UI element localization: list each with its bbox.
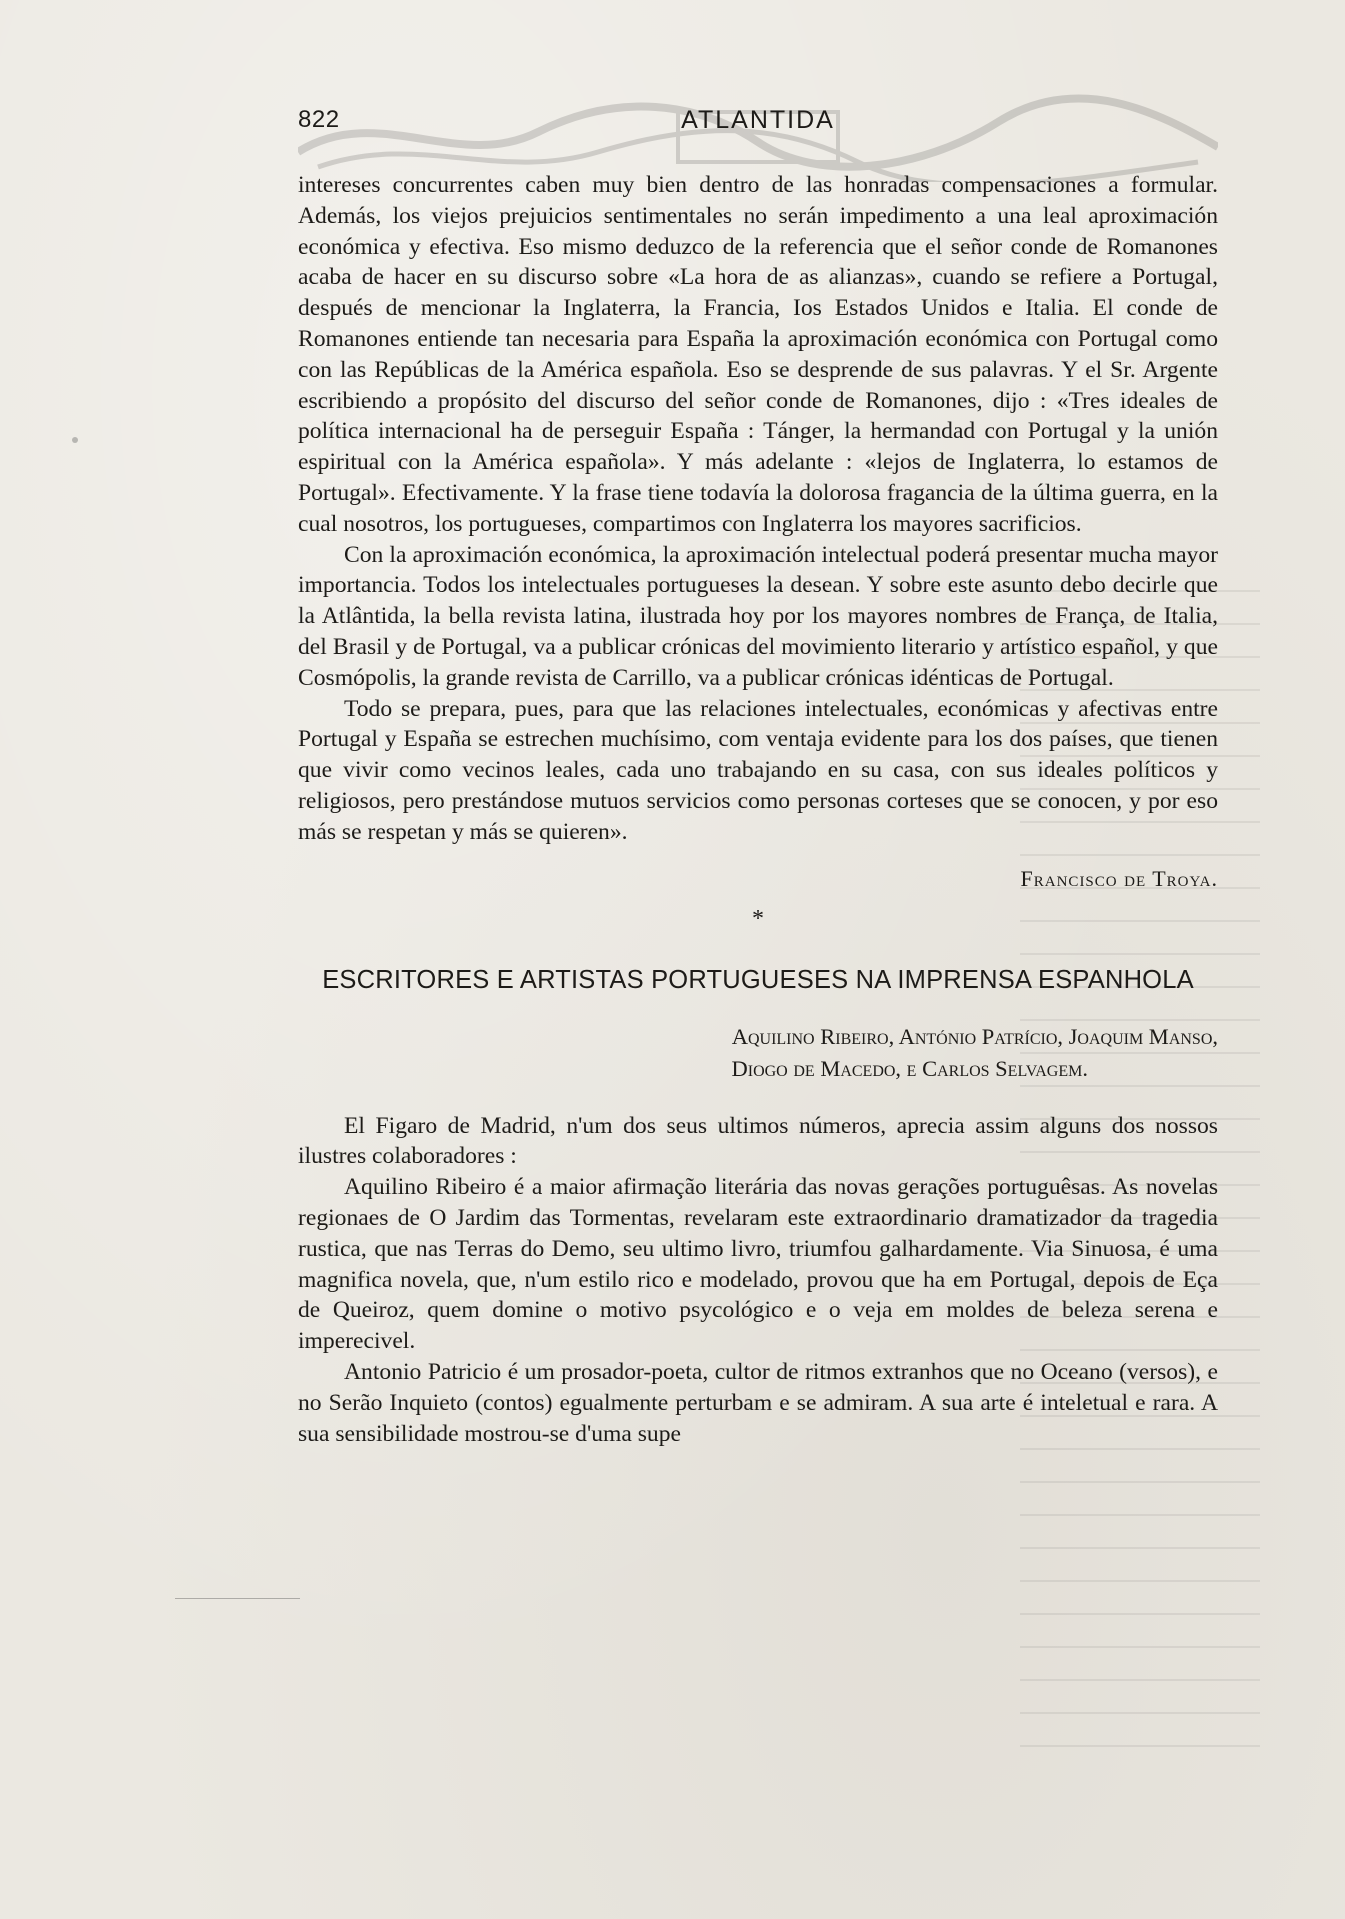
byline-line: Aquilino Ribeiro, António Patrício, Joaquim Manso,: [731, 1023, 1218, 1049]
paragraph: Aquilino Ribeiro é a maior afirmação literária das novas gerações portuguêsas. As novelas regionaes de O Jardim das Tormentas, revelaram este extraordinario dramatizador da tragedia rustica, que nas Terras do Demo, seu ultimo livro, triumfou galhardamente. Via Sinuosa, é uma magnifica novela, que, n'um estilo rico e modelado, provou que ha em Portugal, depois de Eça de Queiroz, quem domine o motivo psycológico e o veja em moldes de beleza serena e imperecivel.: [298, 1174, 1218, 1355]
paragraph: Con la aproximación económica, la aproximación intelectual poderá presentar mucha mayor importancia. Todos los intelectuales portugueses la desean. Y sobre este asunto debo decirle que la Atlântida, la bella revista latina, ilustrada hoy por los mayores nombres de França, de Italia, del Brasil y de Portugal, va a publicar crónicas del movimiento literario y artístico español, y que Cosmópolis, la grande revista de Carrillo, va a publicar crónicas idénticas de Portugal.: [298, 541, 1218, 691]
spanish-article: [298, 170, 1218, 848]
paragraph: Todo se prepara, pues, para que las relaciones intelectuales, económicas y afectivas entre Portugal y España se estrechen muchísimo, com ventaja evidente para los dos países, que tienen que vivir como vecinos leales, cada uno trabajando en su casa, con sus ideales políticos y religiosos, pero prestándose mutuos servicios como personas corteses que se conocen, y por eso más se respetan y más se quieren».: [298, 695, 1218, 845]
author-byline: [298, 1021, 1218, 1085]
byline-line: Diogo de Macedo, e Carlos Selvagem.: [731, 1055, 1088, 1081]
running-title: ATLANTIDA: [681, 106, 835, 134]
text-column: [298, 102, 1218, 1449]
paragraph: Antonio Patricio é um prosador-poeta, cultor de ritmos extranhos que no Oceano (versos), e no Serão Inquieto (contos) egualmente perturbam e se admiram. A sua arte é inteletual e rara. A sua sensibilidade mostrou-se d'uma supe: [298, 1358, 1218, 1447]
fold-mark: [175, 1598, 300, 1599]
author-signature: Francisco de Troya.: [1020, 865, 1218, 891]
portuguese-article: [298, 1111, 1218, 1450]
page-number: 822: [298, 106, 340, 133]
running-head: [298, 102, 1218, 136]
section-heading: ESCRITORES E ARTISTAS PORTUGUESES NA IMPRENSA ESPANHOLA: [322, 965, 1194, 994]
asterisk-separator: *: [752, 905, 764, 932]
paper-spot: [72, 437, 78, 443]
paragraph: intereses concurrentes caben muy bien dentro de las honradas compensaciones a formular. Además, los viejos prejuicios sentimentales no serán impedimento a una leal aproximación económica y efectiva. Eso mismo deduzco de la referencia que el señor conde de Romanones acaba de hacer en su discurso sobre «La hora de as alianzas», cuando se refiere a Portugal, después de mencionar la Inglaterra, la Francia, Ios Estados Unidos e Italia. El conde de Romanones entiende tan necesaria para España la aproximación económica con Portugal como con las Repúblicas de la América española. Eso se desprende de sus palavras. Y el Sr. Argente escribiendo a propósito del discurso del señor conde de Romanones, dijo : «Tres ideales de política internacional ha de perseguir España : Tánger, la hermandad con Portugal y la unión espiritual con la América española». Y más adelante : «lejos de Inglaterra, lo estamos de Portugal». Efectivamente. Y la frase tiene todavía la dolorosa fragancia de la última guerra, en la cual nosotros, los portugueses, compartimos con Inglaterra los mayores sacrificios.: [298, 172, 1218, 537]
paragraph: El Figaro de Madrid, n'um dos seus ultimos números, aprecia assim alguns dos nossos ilustres colaboradores :: [298, 1112, 1218, 1170]
